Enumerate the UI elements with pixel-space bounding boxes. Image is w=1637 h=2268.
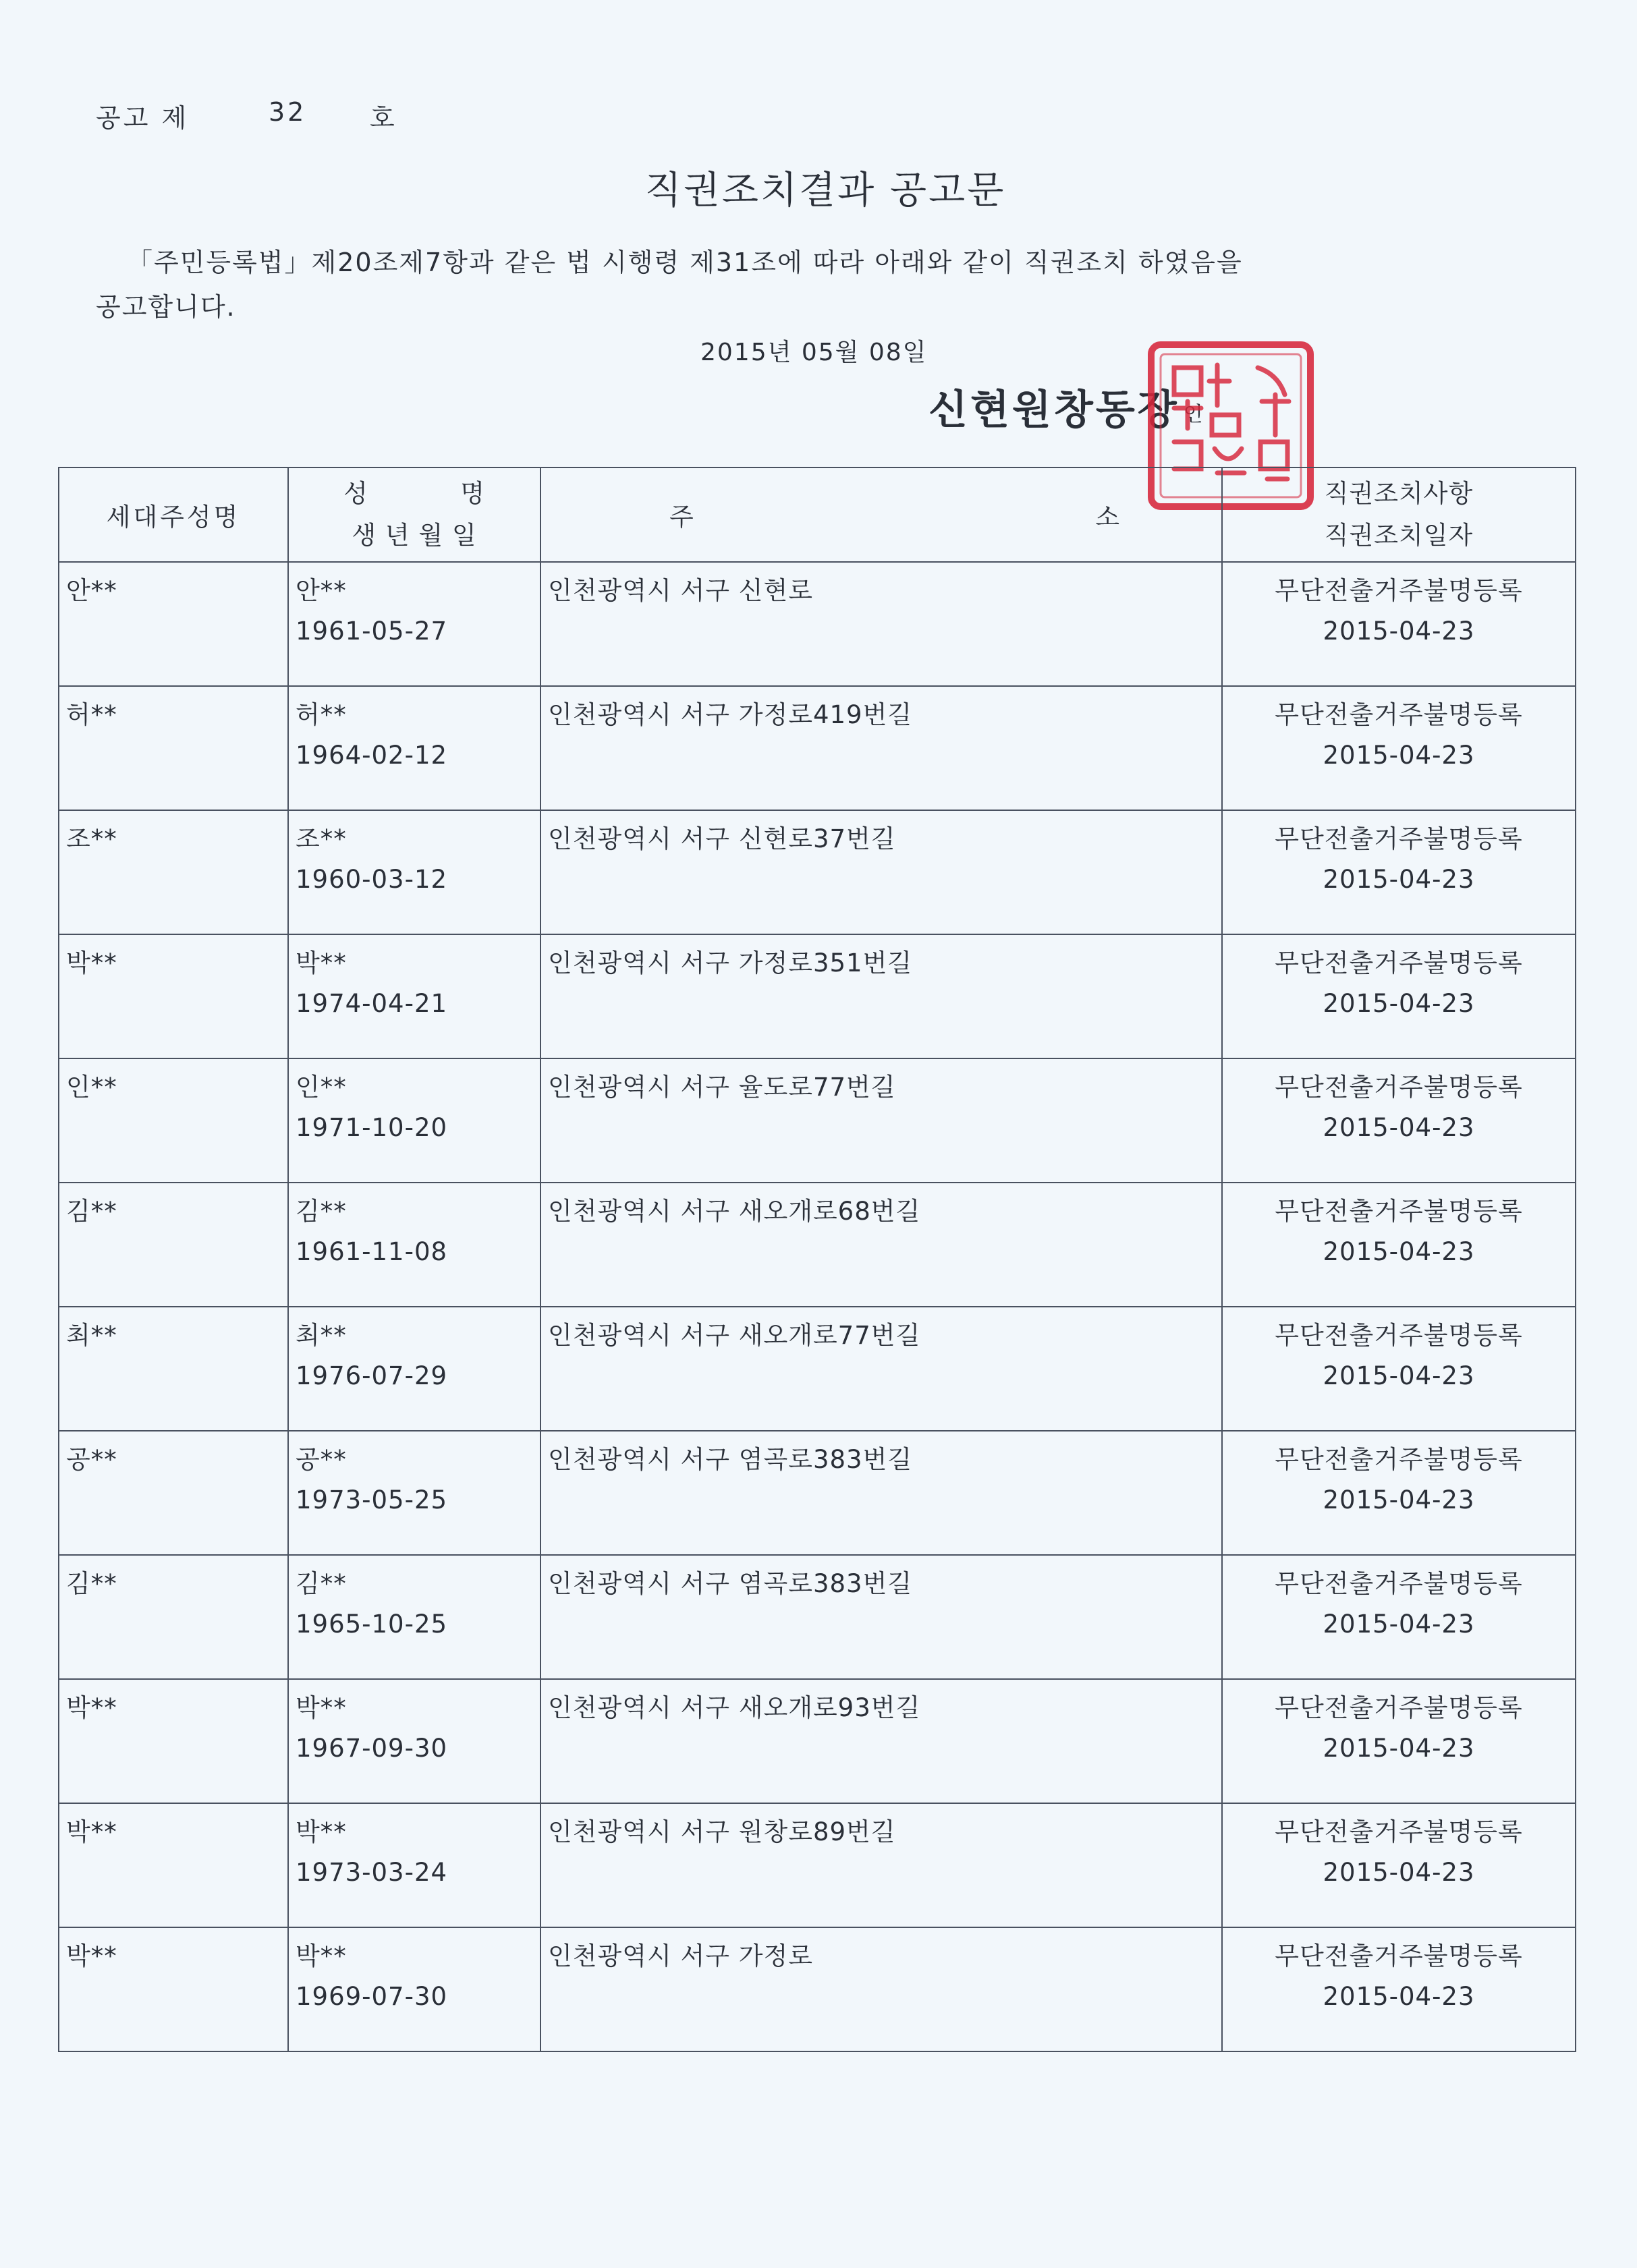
cell-action-date: 2015-04-23 — [1323, 989, 1475, 1018]
cell-householder: 박** — [59, 1679, 288, 1803]
cell-address: 인천광역시 서구 염곡로383번길 — [540, 1555, 1222, 1679]
paragraph-line-2: 공고합니다. — [96, 292, 236, 322]
cell-address: 인천광역시 서구 새오개로93번길 — [540, 1679, 1222, 1803]
cell-action-date: 2015-04-23 — [1323, 1610, 1475, 1639]
cell-action — [1222, 1183, 1576, 1307]
cell-action-type: 무단전출거주불명등록 — [1275, 1569, 1523, 1598]
cell-action-type: 무단전출거주불명등록 — [1275, 1197, 1523, 1226]
notice-number — [96, 97, 397, 134]
cell-householder: 박** — [59, 1927, 288, 2051]
cell-name: 공** — [296, 1445, 347, 1474]
cell-name: 인** — [296, 1073, 347, 1102]
cell-name-birth — [288, 1803, 540, 1927]
notice-paragraph — [96, 240, 1445, 329]
cell-action-date: 2015-04-23 — [1323, 617, 1475, 646]
cell-action-date: 2015-04-23 — [1323, 741, 1475, 770]
header-householder-label: 세대주성명 — [106, 503, 241, 532]
table-row — [59, 1927, 1576, 2051]
paragraph-line-1-text: 「주민등록법」제20조제7항과 같은 법 시행령 제31조에 따라 아래와 같이 직권조치 하였음을 — [127, 248, 1243, 277]
cell-name: 김** — [296, 1569, 347, 1598]
table-row — [59, 1307, 1576, 1431]
cell-birth: 1960-03-12 — [296, 865, 448, 894]
header-action-label: 직권조치사항 — [1324, 479, 1474, 508]
cell-action-type: 무단전출거주불명등록 — [1275, 1693, 1523, 1722]
records-table — [58, 467, 1576, 2052]
cell-action — [1222, 1307, 1576, 1431]
header-name-birth — [288, 467, 540, 562]
header-address-left: 주 — [669, 503, 694, 532]
cell-action-type: 무단전출거주불명등록 — [1275, 1445, 1523, 1474]
cell-address: 인천광역시 서구 새오개로77번길 — [540, 1307, 1222, 1431]
cell-name-birth — [288, 1431, 540, 1555]
cell-action — [1222, 1803, 1576, 1927]
cell-name: 조** — [296, 824, 347, 853]
cell-name: 박** — [296, 948, 347, 977]
cell-birth: 1967-09-30 — [296, 1734, 448, 1763]
cell-birth: 1973-05-25 — [296, 1485, 448, 1514]
cell-action-type: 무단전출거주불명등록 — [1275, 1321, 1523, 1350]
table-row — [59, 686, 1576, 810]
cell-action — [1222, 1555, 1576, 1679]
cell-householder: 김** — [59, 1555, 288, 1679]
cell-action-type: 무단전출거주불명등록 — [1275, 700, 1523, 729]
table-row — [59, 562, 1576, 686]
cell-name-birth — [288, 1927, 540, 2051]
cell-householder: 박** — [59, 934, 288, 1058]
header-address-right: 소 — [1095, 503, 1120, 532]
cell-name-birth — [288, 934, 540, 1058]
cell-action-date: 2015-04-23 — [1323, 1113, 1475, 1142]
cell-action-type: 무단전출거주불명등록 — [1275, 948, 1523, 977]
cell-action-date: 2015-04-23 — [1323, 1982, 1475, 2011]
paragraph-line-1 — [96, 240, 1445, 285]
issuer-name: 신현원창동장 — [928, 387, 1180, 434]
cell-action-type: 무단전출거주불명등록 — [1275, 1941, 1523, 1971]
cell-name-birth — [288, 1679, 540, 1803]
cell-action-type: 무단전출거주불명등록 — [1275, 824, 1523, 853]
cell-action-date: 2015-04-23 — [1323, 1361, 1475, 1390]
cell-birth: 1964-02-12 — [296, 741, 448, 770]
table-row — [59, 1058, 1576, 1183]
table-row — [59, 1431, 1576, 1555]
cell-name-birth — [288, 1555, 540, 1679]
cell-action-date: 2015-04-23 — [1323, 865, 1475, 894]
cell-name: 김** — [296, 1197, 347, 1226]
cell-householder: 조** — [59, 810, 288, 934]
cell-birth: 1969-07-30 — [296, 1982, 448, 2011]
cell-name-birth — [288, 1058, 540, 1183]
cell-address: 인천광역시 서구 신현로37번길 — [540, 810, 1222, 934]
table-row — [59, 934, 1576, 1058]
cell-householder: 박** — [59, 1803, 288, 1927]
cell-name: 박** — [296, 1941, 347, 1971]
cell-action — [1222, 562, 1576, 686]
table-row — [59, 1183, 1576, 1307]
cell-householder: 최** — [59, 1307, 288, 1431]
cell-name: 최** — [296, 1321, 347, 1350]
header-name-left: 성 — [343, 479, 368, 508]
header-householder — [59, 467, 288, 562]
table-header-row — [59, 467, 1576, 562]
cell-action-date: 2015-04-23 — [1323, 1237, 1475, 1266]
cell-address: 인천광역시 서구 신현로 — [540, 562, 1222, 686]
notice-number-prefix: 공고 제 — [96, 103, 190, 133]
cell-action — [1222, 1058, 1576, 1183]
cell-name: 안** — [296, 576, 347, 605]
table-row — [59, 1679, 1576, 1803]
header-birth-label: 생 년 월 일 — [352, 521, 477, 550]
cell-address: 인천광역시 서구 가정로 — [540, 1927, 1222, 2051]
cell-householder: 인** — [59, 1058, 288, 1183]
cell-action — [1222, 686, 1576, 810]
cell-birth: 1961-05-27 — [296, 617, 448, 646]
cell-address: 인천광역시 서구 가정로351번길 — [540, 934, 1222, 1058]
cell-action-type: 무단전출거주불명등록 — [1275, 1073, 1523, 1102]
cell-birth: 1974-04-21 — [296, 989, 448, 1018]
notice-number-suffix: 호 — [370, 103, 397, 133]
cell-action-type: 무단전출거주불명등록 — [1275, 1817, 1523, 1846]
seal-mark-label: 인 — [1183, 403, 1206, 427]
cell-name: 박** — [296, 1817, 347, 1846]
notice-number-value: 32 — [269, 97, 307, 127]
cell-action — [1222, 810, 1576, 934]
cell-action — [1222, 1431, 1576, 1555]
table-row — [59, 810, 1576, 934]
cell-action — [1222, 934, 1576, 1058]
header-address — [540, 467, 1222, 562]
cell-action-date: 2015-04-23 — [1323, 1734, 1475, 1763]
cell-address: 인천광역시 서구 가정로419번길 — [540, 686, 1222, 810]
document-title: 직권조치결과 공고문 — [644, 169, 1006, 212]
cell-name-birth — [288, 686, 540, 810]
cell-name-birth — [288, 810, 540, 934]
header-action-date-label: 직권조치일자 — [1324, 521, 1474, 550]
cell-action-date: 2015-04-23 — [1323, 1485, 1475, 1514]
cell-name-birth — [288, 562, 540, 686]
cell-action-date: 2015-04-23 — [1323, 1858, 1475, 1887]
cell-address: 인천광역시 서구 염곡로383번길 — [540, 1431, 1222, 1555]
notice-date: 2015년 05월 08일 — [700, 339, 928, 366]
cell-householder: 안** — [59, 562, 288, 686]
cell-action — [1222, 1927, 1576, 2051]
cell-householder: 공** — [59, 1431, 288, 1555]
cell-birth: 1965-10-25 — [296, 1610, 448, 1639]
cell-birth: 1976-07-29 — [296, 1361, 448, 1390]
header-action — [1222, 467, 1576, 562]
cell-birth: 1971-10-20 — [296, 1113, 448, 1142]
cell-birth: 1973-03-24 — [296, 1858, 448, 1887]
cell-address: 인천광역시 서구 새오개로68번길 — [540, 1183, 1222, 1307]
header-name-right: 명 — [460, 479, 485, 508]
cell-householder: 허** — [59, 686, 288, 810]
cell-name-birth — [288, 1183, 540, 1307]
cell-birth: 1961-11-08 — [296, 1237, 448, 1266]
cell-householder: 김** — [59, 1183, 288, 1307]
cell-action — [1222, 1679, 1576, 1803]
cell-name: 박** — [296, 1693, 347, 1722]
cell-name-birth — [288, 1307, 540, 1431]
cell-action-type: 무단전출거주불명등록 — [1275, 576, 1523, 605]
cell-name: 허** — [296, 700, 347, 729]
cell-address: 인천광역시 서구 율도로77번길 — [540, 1058, 1222, 1183]
table-row — [59, 1555, 1576, 1679]
cell-address: 인천광역시 서구 원창로89번길 — [540, 1803, 1222, 1927]
table-row — [59, 1803, 1576, 1927]
